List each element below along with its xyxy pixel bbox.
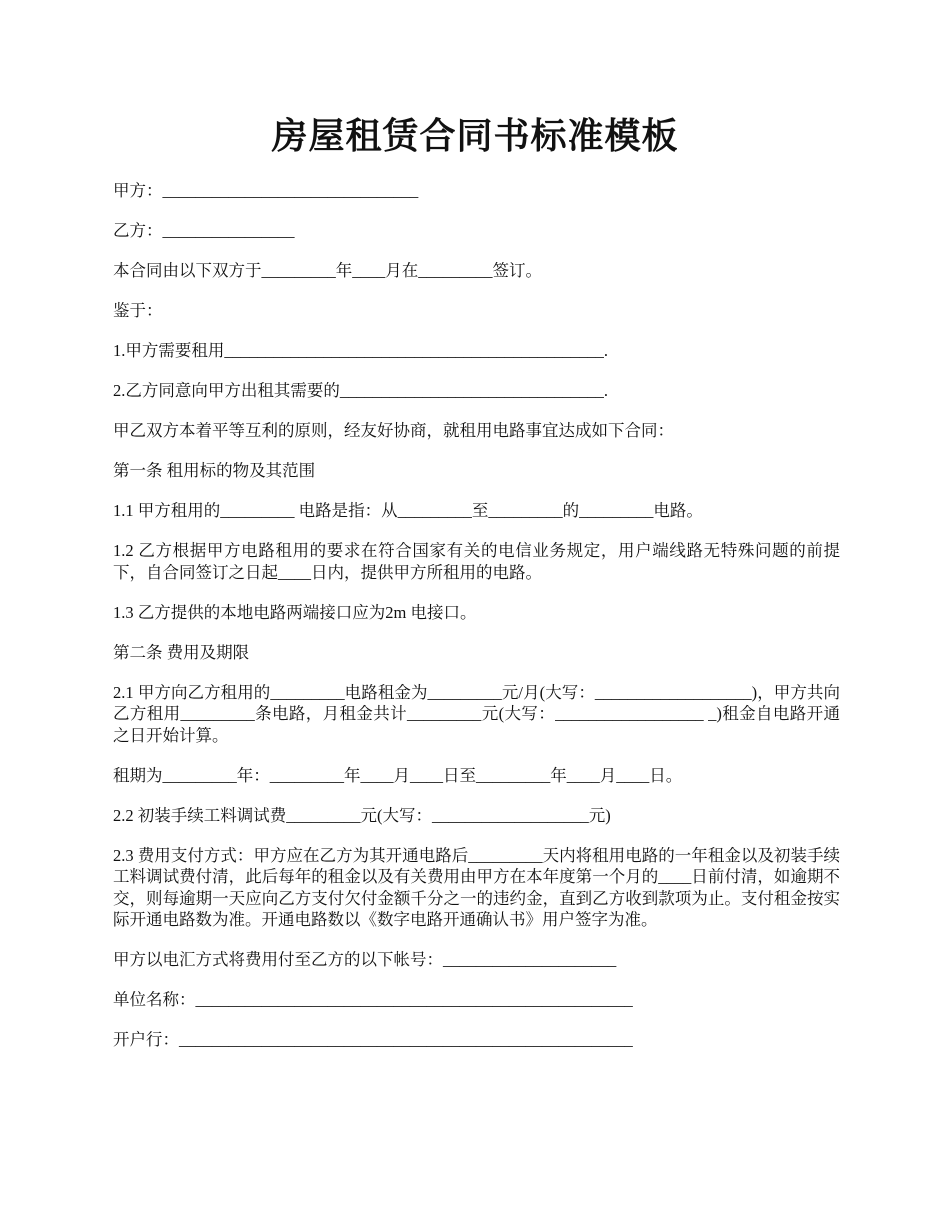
bank-line: 开户行：_______________________________________________________ [113,1030,633,1049]
article-1-heading: 第一条 租用标的物及其范围 [113,461,316,480]
clause-1-2: 1.2 乙方根据甲方电路租用的要求在符合国家有关的电信业务规定，用户端线路无特殊问题的前提下，自合同签订之日起____日内，提供甲方所租用的电路。 [113,541,840,582]
whereas-item-2: 2.乙方同意向甲方出租其需要的________________________________. [113,381,608,400]
signing-date-line: 本合同由以下双方于_________年____月在_________签订。 [113,261,542,280]
company-name-line: 单位名称：_____________________________________________________ [113,990,633,1009]
document-title: 房屋租赁合同书标准模板 [271,116,679,156]
clause-1-1: 1.1 甲方租用的_________ 电路是指：从_________至_________的_________电路。 [113,501,703,520]
whereas-item-1: 1.甲方需要租用______________________________________________. [113,341,608,360]
payment-account-line: 甲方以电汇方式将费用付至乙方的以下帐号：_____________________ [113,950,617,969]
clause-1-3: 1.3 乙方提供的本地电路两端接口应为2m 电接口。 [113,602,477,622]
article-2-heading: 第二条 费用及期限 [113,642,250,662]
clause-2-3: 2.3 费用支付方式：甲方应在乙方为其开通电路后_________天内将租用电路的一年租金以及初装手续工料调试费付清，此后每年的租金以及有关费用由甲方在本年度第一个月的____日前付清，如逾期不交，则每逾期一天应向乙方支付欠付金额千分之一的违约金，直到乙方收到款项为止。支付租金按实际开通电路数为准。开通电路数以《数字电路开通确认书》用户签字为准。 [113,845,840,929]
lease-term-line: 租期为_________年：_________年____月____日至_________年____月____日。 [113,765,683,785]
clause-2-1: 2.1 甲方向乙方租用的_________电路租金为_________元/月(大写：___________________)，甲方共向乙方租用_________条电路，月租金共计_________元(大写：__________________ _)租金自电路开通之日开始计算。 [113,682,840,745]
document-body [113,180,840,1069]
agreement-preamble: 甲乙双方本着平等互利的原则，经友好协商，就租用电路事宜达成如下合同： [113,421,674,440]
clause-2-2: 2.2 初装手续工料调试费_________元(大写：___________________元) [113,805,611,825]
party-b-line: 乙方：________________ [113,221,295,240]
party-a-line: 甲方：_______________________________ [113,181,419,200]
whereas-heading: 鉴于： [113,301,163,320]
